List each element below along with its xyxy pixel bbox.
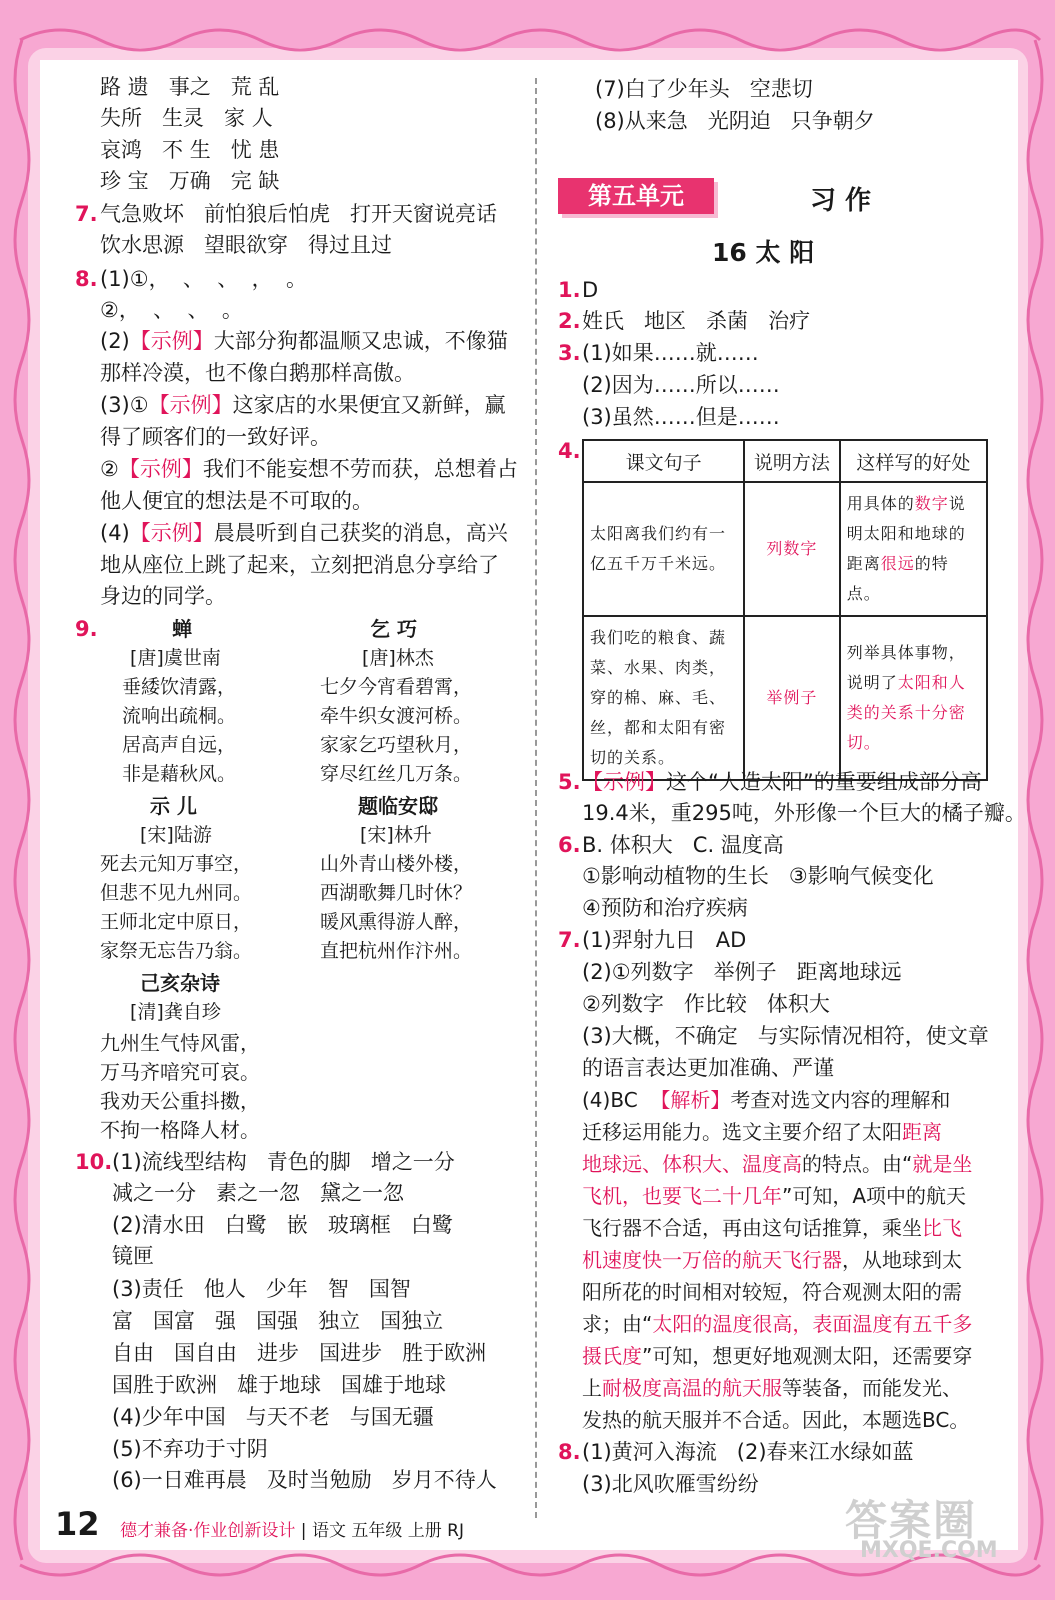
question-number: 8. xyxy=(75,267,98,291)
poem-line: 不拘一格降人材。 xyxy=(100,1118,260,1142)
text: 这个“人造太阳”的重要组成部分高 xyxy=(666,770,982,794)
table-cell xyxy=(840,616,987,780)
text: 考查对选文内容的理解和 xyxy=(730,1088,951,1112)
highlight: 机速度快一万倍的航天飞行器 xyxy=(582,1248,842,1272)
text: (2) xyxy=(100,329,130,353)
question-number: 8. xyxy=(558,1440,581,1464)
answer-line: 珍 宝 万确 完 缺 xyxy=(100,169,280,193)
text: 这家店的水果便宜又新鲜，赢 xyxy=(232,393,506,417)
separator: | xyxy=(295,1521,312,1541)
highlight: 很远 xyxy=(880,554,915,573)
answer-line: 哀鸿 不 生 忧 患 xyxy=(100,138,280,162)
answer-line: (5)不弃功于寸阴 xyxy=(112,1437,268,1461)
poem-title: 己亥杂诗 xyxy=(140,971,220,995)
poem-author: [宋]陆游 xyxy=(140,824,212,846)
question-number: 10. xyxy=(75,1150,113,1174)
table-header: 这样写的好处 xyxy=(840,440,987,482)
text: 的特点。由“ xyxy=(802,1152,913,1176)
answer-line: D xyxy=(582,278,599,302)
text: ，从地球到太 xyxy=(842,1248,962,1272)
answer-line: 路 遗 事之 荒 乱 xyxy=(100,75,280,99)
answer-line: ①影响动植物的生长 ③影响气候变化 xyxy=(582,864,934,888)
poem-author: [宋]林升 xyxy=(360,824,432,846)
table-header: 课文句子 xyxy=(583,440,744,482)
answer-line: ②， 、 、 。 xyxy=(100,298,243,322)
explanation-table xyxy=(582,439,988,781)
table-header: 说明方法 xyxy=(744,440,840,482)
poem-line: 暖风熏得游人醉， xyxy=(320,911,473,933)
text: ② xyxy=(100,457,119,481)
poem-line: 家家乞巧望秋月， xyxy=(320,734,473,756)
poem-line: 王师北定中原日， xyxy=(100,911,253,933)
example-tag: 【示例】 xyxy=(582,770,666,794)
answer-line xyxy=(582,1183,966,1209)
poem-line: 流响出疏桐。 xyxy=(122,705,237,727)
answer-line: (2)清水田 白鹭 嵌 玻璃框 白鹭 xyxy=(112,1213,453,1237)
subject-info: 语文 五年级 上册 RJ xyxy=(311,1521,464,1541)
poem-author: [清]龚自珍 xyxy=(130,1001,221,1023)
answer-line: 的语言表达更加准确、严谨 xyxy=(582,1056,834,1080)
answer-line: 气急败坏 前怕狼后怕虎 打开天窗说亮话 xyxy=(100,202,498,226)
text: 说明太阳和地球的距离 xyxy=(846,494,966,573)
poem-line: 万马齐喑究可哀。 xyxy=(100,1060,260,1084)
answer-line: 发热的航天服并不合适。因此，本题选BC。 xyxy=(582,1408,970,1432)
example-tag: 【示例】 xyxy=(148,393,233,417)
answer-line xyxy=(582,1215,962,1241)
answer-line: 国胜于欧洲 雄于地球 国雄于地球 xyxy=(112,1373,447,1397)
answer-line: (4)少年中国 与天不老 与国无疆 xyxy=(112,1405,434,1429)
text: 迁移运用能力。选文主要介绍了太阳 xyxy=(582,1120,902,1144)
answer-line: (1)①， 、 、 ， 。 xyxy=(100,267,307,291)
poem-title: 乞 巧 xyxy=(370,617,417,641)
question-number: 3. xyxy=(558,341,581,365)
poem-line: 我劝天公重抖擞， xyxy=(100,1089,260,1113)
poem-line: 直把杭州作汴州。 xyxy=(320,940,473,962)
page-number: 12 xyxy=(55,1505,100,1543)
lesson-title: 16 太 阳 xyxy=(712,238,815,267)
text: 的特点。 xyxy=(846,554,949,603)
poem-author: [唐]虞世南 xyxy=(130,647,221,669)
highlight: 比飞 xyxy=(922,1216,962,1240)
text: 我们不能妄想不劳而获，总想着占 xyxy=(202,457,518,481)
answer-line: (6)一日难再晨 及时当勉励 岁月不待人 xyxy=(112,1468,497,1492)
poem-line: 居高声自远， xyxy=(122,734,237,756)
example-tag: 【示例】 xyxy=(129,521,214,545)
poem-line: 非是藉秋风。 xyxy=(122,763,237,785)
table-cell: 列数字 xyxy=(744,482,840,616)
text: 等装备，而能发光、 xyxy=(782,1376,962,1400)
text: ”可知，想更好地观测太阳，还需要穿 xyxy=(642,1344,973,1368)
answer-line: (3)北风吹雁雪纷纷 xyxy=(582,1472,759,1496)
section-heading: 习 作 xyxy=(810,186,872,216)
text: 用具体的 xyxy=(846,494,915,513)
answer-line: 姓氏 地区 杀菌 治疗 xyxy=(582,309,811,333)
answer-line: 得了顾客们的一致好评。 xyxy=(100,425,331,449)
text: (3)① xyxy=(100,393,149,417)
question-number: 5. xyxy=(558,770,581,794)
highlight: 飞机，也要飞二十几年 xyxy=(582,1184,782,1208)
text: ”可知，A项中的航天 xyxy=(782,1184,967,1208)
table-cell: 我们吃的粮食、蔬菜、水果、肉类，穿的棉、麻、毛、丝，都和太阳有密切的关系。 xyxy=(583,616,744,780)
poem-title: 蝉 xyxy=(172,617,192,641)
answer-line: 富 国富 强 国强 独立 国独立 xyxy=(112,1309,444,1333)
answer-line: ②列数字 作比较 体积大 xyxy=(582,992,830,1016)
unit-badge: 第五单元 xyxy=(558,178,714,214)
answer-line xyxy=(582,1343,972,1369)
answer-line: (3)虽然……但是…… xyxy=(582,405,780,429)
answer-line xyxy=(100,328,508,354)
poem-line: 垂緌饮清露， xyxy=(122,676,237,698)
answer-line: (1)流线型结构 青色的脚 增之一分 xyxy=(112,1150,455,1174)
answer-line: 失所 生灵 家 人 xyxy=(100,106,273,130)
text: (4)BC xyxy=(582,1088,651,1112)
highlight: 太阳的温度很高，表面温度有五千多 xyxy=(652,1312,973,1336)
poem-line: 山外青山楼外楼， xyxy=(320,853,473,875)
highlight: 耐极度高温的航天服 xyxy=(602,1376,782,1400)
example-tag: 【示例】 xyxy=(129,329,214,353)
question-number: 2. xyxy=(558,309,581,333)
answer-line xyxy=(582,1247,962,1273)
answer-line: 身边的同学。 xyxy=(100,584,226,608)
answer-line: (1)如果……就…… xyxy=(582,341,759,365)
poem-title: 题临安邸 xyxy=(358,794,438,818)
answer-line: 19.4米，重295吨，外形像一个巨大的橘子瓣。 xyxy=(582,801,1026,825)
answer-line: (2)因为……所以…… xyxy=(582,373,780,397)
answer-line: 那样冷漠，也不像白鹅那样高傲。 xyxy=(100,361,415,385)
poem-line: 家祭无忘告乃翁。 xyxy=(100,940,253,962)
text: 列举具体事物，说明了 xyxy=(846,643,966,692)
table-cell: 太阳离我们约有一亿五千万千米远。 xyxy=(583,482,744,616)
poem-line: 牵牛织女渡河桥。 xyxy=(320,705,473,727)
watermark-logo: 答案圈 xyxy=(845,1496,978,1545)
poem-line: 西湖歌舞几时休？ xyxy=(320,882,473,904)
question-number: 6. xyxy=(558,833,581,857)
answer-line: 镜匣 xyxy=(112,1244,154,1268)
answer-line: (8)从来急 光阴迫 只争朝夕 xyxy=(595,109,875,133)
answer-line: 自由 国自由 进步 国进步 胜于欧洲 xyxy=(112,1341,487,1365)
brand-name: 德才兼备·作业创新设计 xyxy=(120,1521,296,1541)
answer-line: B. 体积大 C. 温度高 xyxy=(582,833,784,857)
question-number: 7. xyxy=(75,202,98,226)
highlight: 太阳和人类的关系十分密切。 xyxy=(846,673,966,752)
answer-line: (2)①列数字 举例子 距离地球远 xyxy=(582,960,902,984)
poem-line: 死去元知万事空， xyxy=(100,853,253,875)
watermark-url: MXQE.COM xyxy=(860,1538,998,1563)
poem-line: 但悲不见九州同。 xyxy=(100,882,253,904)
answer-line: 阳所花的时间相对较短，符合观测太阳的需 xyxy=(582,1280,962,1304)
answer-line xyxy=(582,769,982,795)
answer-line xyxy=(582,1375,962,1401)
text: 上 xyxy=(582,1376,602,1400)
answer-line xyxy=(582,1151,972,1177)
answer-line: 他人便宜的想法是不可取的。 xyxy=(100,489,373,513)
example-tag: 【示例】 xyxy=(118,457,203,481)
answer-line xyxy=(582,1087,950,1113)
text: 晨晨听到自己获奖的消息，高兴 xyxy=(213,521,508,545)
highlight: 数字 xyxy=(914,494,949,513)
table-cell: 举例子 xyxy=(744,616,840,780)
question-number: 1. xyxy=(558,278,581,302)
question-number: 9. xyxy=(75,617,98,641)
question-number: 7. xyxy=(558,928,581,952)
poem-title: 示 儿 xyxy=(150,794,197,818)
text: 求；由“ xyxy=(582,1312,653,1336)
answer-line xyxy=(100,520,508,546)
answer-line xyxy=(100,392,506,418)
analysis-tag: 【解析】 xyxy=(650,1088,731,1112)
highlight: 摄氏度 xyxy=(582,1344,642,1368)
answer-line: 减之一分 素之一忽 黛之一忽 xyxy=(112,1181,405,1205)
poem-line: 九州生气恃风雷， xyxy=(100,1031,260,1055)
answer-line: 饮水思源 望眼欲穿 得过且过 xyxy=(100,233,393,257)
answer-line xyxy=(582,1119,942,1145)
answer-line: (1)羿射九日 AD xyxy=(582,928,747,952)
highlight: 就是坐 xyxy=(912,1152,973,1176)
poem-author: [唐]林杰 xyxy=(362,647,434,669)
poem-line: 穿尽红丝几万条。 xyxy=(320,763,473,785)
answer-line: 地从座位上跳了起来，立刻把消息分享给了 xyxy=(100,553,499,577)
answer-line: ④预防和治疗疾病 xyxy=(582,896,748,920)
poem-line: 七夕今宵看碧霄， xyxy=(320,676,473,698)
answer-line: (7)白了少年头 空悲切 xyxy=(595,77,813,101)
book-title xyxy=(120,1516,464,1541)
question-number: 4. xyxy=(558,439,581,463)
text: (4) xyxy=(100,521,130,545)
text: 大部分狗都温顺又忠诚，不像猫 xyxy=(213,329,508,353)
column-divider xyxy=(535,78,537,1518)
table-cell xyxy=(840,482,987,616)
answer-line xyxy=(100,456,518,482)
text: 飞行器不合适，再由这句话推算，乘坐 xyxy=(582,1216,922,1240)
answer-line: (1)黄河入海流 (2)春来江水绿如蓝 xyxy=(582,1440,914,1464)
highlight: 地球远、体积大、温度高 xyxy=(582,1152,802,1176)
answer-line: (3)大概，不确定 与实际情况相符，使文章 xyxy=(582,1024,989,1048)
highlight: 距离 xyxy=(902,1120,942,1144)
answer-line xyxy=(582,1311,972,1337)
answer-line: (3)责任 他人 少年 智 国智 xyxy=(112,1277,411,1301)
